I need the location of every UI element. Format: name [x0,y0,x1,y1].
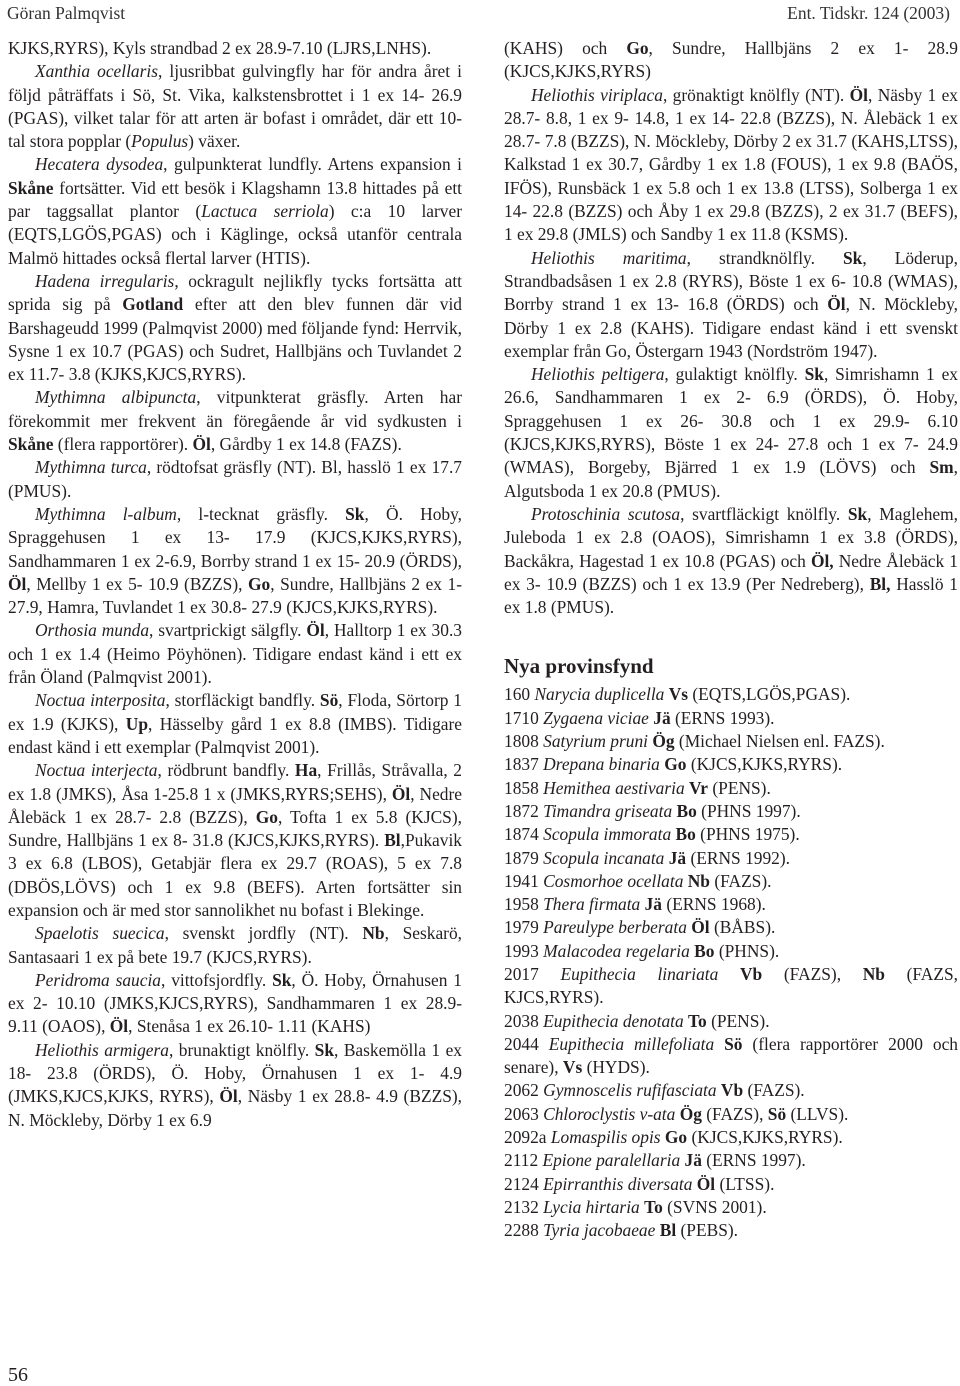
province-code: Sö [767,1103,787,1124]
species-name: Zygaena viciae [543,707,649,728]
species-name: Orthosia munda [35,620,150,641]
province-code: Nb [362,923,385,944]
text-run: (PEBS). [676,1220,738,1241]
species-paragraph [8,969,462,1039]
species-name: Eupithecia millefoliata [548,1033,715,1054]
text-run: , Algutsboda 1 ex 20.8 (PMUS). [504,457,958,501]
species-name: Hecatera dysodea [35,154,164,175]
text-run: , grönaktigt knölfly (NT). [662,84,850,105]
species-paragraph [8,60,462,153]
species-name: Epione paralellaria [542,1150,681,1171]
species-paragraph [8,619,462,689]
species-paragraph [8,503,462,619]
province-code: Öl [827,294,846,315]
province-record [504,707,958,730]
text-run: ,Pukavik 3 ex 6.8 (LBOS), Getabjär flera ex 29.7 (ROAS), 5 ex 7.8 (DBÖS,LÖVS) och 1 ex 9.8 (BEFS). Arten fortsätter sin expansion och är med stor sannolikhet nu bofast i Blekinge. [8,830,462,920]
province-code: Jä [668,847,687,868]
species-name: Hemithea aestivaria [543,777,685,798]
text-run: 1874 [504,824,544,845]
text-run: , Sundre, Hallbjäns 2 ex 1- 28.9 (KJCS,KJKS,RYRS) [504,38,958,82]
text-run: 1808 [504,731,544,752]
text-run: 2038 [504,1010,544,1031]
province-code: Go [664,754,687,775]
text-run: 1993 [504,940,544,961]
province-code: Ha [294,760,318,781]
text-run: 1710 [504,707,544,728]
text-run: (PENS). [708,777,771,798]
text-run: (LTSS). [715,1173,775,1194]
text-run: fortsätter. Vid ett besök i Klagshamn 13.8 hittades på ett par taggsallat plantor ( [8,177,462,222]
text-run: (HYDS). [582,1057,650,1078]
left-column [8,37,462,1132]
text-run: , Nedre Ålebäck 1 ex 28.7- 2.8 (BZZS), [8,783,462,827]
province-record [504,916,958,939]
province-code: Skåne [8,434,54,455]
text-run: (flera rapportörer). [53,434,193,455]
text-run: Nedre Ålebäck 1 ex 3- 10.9 (BZZS) och 1 ex 13.9 (Per Nedreberg), [504,550,958,594]
province-code: Sö [724,1033,743,1054]
province-code: Jä [644,894,662,915]
text-run: (FAZS, KJCS,RYRS). [504,963,958,1008]
province-code: Bl [659,1220,677,1241]
species-name: Timandra griseata [543,800,673,821]
text-run: 2092a [504,1127,551,1148]
province-record [504,753,958,776]
species-name: Lomaspilis opis [550,1127,661,1148]
species-name: Heliothis peltigera [531,364,665,385]
text-run: 2124 [504,1173,544,1194]
text-run: , svartprickigt sälgfly. [149,620,307,641]
province-code: Öl, [810,550,834,571]
running-header-journal: Ent. Tidskr. 124 (2003) [787,3,950,23]
text-run: , Floda, Sörtorp 1 ex 1.9 (KJKS), [8,690,463,734]
province-code: Sk [314,1039,335,1060]
text-run: (FAZS), [762,963,863,984]
text-run: (PHNS). [714,940,780,961]
text-run: , Halltorp 1 ex 30.3 och 1 ex 1.4 (Heimo Pöyhönen). Tidigare endast känd i ett ex från Öland (Palmqvist 2001). [8,620,462,688]
text-run: , rödbrunt bandfly. [157,760,295,781]
text-run: 2044 [504,1033,549,1054]
species-paragraph [504,37,958,84]
province-code: Jä [653,707,671,728]
province-record [504,893,958,916]
species-name: Thera firmata [543,894,641,915]
province-code: Go [248,573,271,594]
text-run: , Mellby 1 ex 5- 10.9 (BZZS), [26,573,248,594]
province-code: Öl [691,917,710,938]
province-code: Sö [319,690,339,711]
text-run: (KJCS,KJKS,RYRS). [687,1127,843,1148]
species-name: Hadena irregularis [35,270,175,291]
species-name: Mythimna l-album [35,503,177,524]
text-run: , svartfläckigt knölfly. [680,503,848,524]
text-run: 1941 [504,870,544,891]
species-name: Lycia hirtaria [543,1196,640,1217]
species-name: Spaelotis suecica [35,923,165,944]
text-run: 1837 [504,754,544,775]
text-run: , N. Möckleby, Dörby 1 ex 2.8 (KAHS). Tidigare endast känd i ett svenskt exemplar från Go, Östergarn 1943 (Nordström 1947). [504,294,958,361]
province-record [504,730,958,753]
text-run: , ockragult nejlikfly tycks fortsätta att sprida sig på [8,270,462,315]
species-name: Drepana binaria [543,754,660,775]
text-run [718,964,740,984]
text-run: (Michael Nielsen enl. FAZS). [674,731,885,752]
province-code: Gotland [122,294,184,315]
species-paragraph [8,386,462,456]
species-name: Noctua interjecta [35,760,158,781]
province-record [504,777,958,800]
province-code: Ög [679,1103,702,1124]
text-run: 2062 [504,1080,544,1101]
text-run: (PENS). [706,1010,770,1031]
text-run: ) c:a 10 larver (EQTS,LGÖS,PGAS) och i Käglinge, också utanför centrala Malmö hittades också flertal larver (HTIS). [8,201,462,268]
province-record [504,847,958,870]
province-code: To [688,1010,707,1031]
text-run: , vittofsjordfly. [160,969,273,990]
province-record [504,870,958,893]
province-record [504,1010,958,1033]
province-code: Bo [675,824,696,845]
province-code: Skåne [8,177,54,198]
text-run: , Löderup, Strandbadsåsen 1 ex 2.8 (RYRS), Böste 1 ex 6- 10.8 (WMAS), Borrby strand 1 ex 13- 16.8 (ÖRDS) och [504,247,959,315]
province-record [504,1033,958,1080]
species-name: Tyria jacobaeae [543,1220,656,1241]
province-code: Bo [694,940,715,961]
province-code: Vs [562,1057,583,1078]
province-records-list [504,683,958,1242]
species-paragraph [504,363,958,503]
province-record [504,1103,958,1126]
province-code: Sm [929,457,954,478]
text-run: , svenskt jordfly (NT). [164,923,363,944]
species-name: Scopula immorata [543,824,672,845]
province-record [504,1079,958,1102]
text-run: , Näsby 1 ex 28.8- 4.9 (BZZS), N. Möckleby, Dörby 1 ex 6.9 [8,1086,463,1130]
species-paragraph [504,503,958,619]
text-run: (ERNS 1993). [670,707,775,728]
text-run: (KAHS) och [504,38,627,58]
species-name: Malacodea regelaria [543,940,690,961]
species-name: Peridroma saucia [35,969,161,990]
text-run: (EQTS,LGÖS,PGAS). [688,684,851,705]
province-code: Nb [687,870,710,891]
text-run: , Ö. Hoby, Spraggehusen 1 ex 13- 17.9 (KJCS,KJKS,RYRS), Sandhammaren 1 ex 2-6.9, Borrby strand 1 ex 15- 20.9 (ÖRDS), [8,503,463,571]
province-code: Öl [696,1173,716,1194]
species-name: Epirranthis diversata [543,1173,693,1194]
text-run: , Baskemölla 1 ex 18- 23.8 (ÖRDS), Ö. Hoby, Örnahusen 1 ex 1- 4.9 (JMKS,KJCS,KJKS, RYRS), [8,1039,462,1107]
text-run: 1872 [504,800,544,821]
section-heading: Nya provinsfynd [504,654,654,679]
text-run: , Seskarö, Santasaari 1 ex på bete 19.7 (KJCS,RYRS). [8,923,463,967]
text-run: efter att den blev funnen där vid Barshageudd 1999 (Palmqvist 2000) med följande fynd: Herrvik, Sysne 1 ex 10.7 (PGAS) och Sudret, Hallbjäns och Tuvlandet 2 ex 11.7- 3.8 (KJKS,KJCS,RYRS). [8,294,462,385]
text-run: , vitpunkterat gräsfly. Arten har förekommit mer frekvent än föregående år vid sydkusten i [8,387,463,431]
text-run: , Hässelby gård 1 ex 8.8 (IMBS). Tidigare endast känd i ett exemplar (Palmqvist 2001). [8,713,462,757]
text-run: (flera rapportörer 2000 och senare), [504,1033,958,1078]
species-paragraph [504,247,958,363]
text-run: (ERNS 1968). [662,894,766,915]
species-name: Mythimna turca [35,457,147,478]
text-run: , Gårdby 1 ex 14.8 (FAZS). [210,434,402,455]
species-paragraph [8,759,462,922]
text-run: , Stenåsa 1 ex 26.10- 1.11 (KAHS) [128,1016,371,1037]
species-paragraph [8,456,462,503]
text-run: Hasslö 1 ex 1.8 (PMUS). [504,573,959,618]
species-name: Satyrium pruni [543,731,648,752]
page-number: 56 [8,1364,28,1386]
species-name: Pareulype berberata [543,917,687,938]
text-run: 2112 [504,1150,543,1171]
text-run: (PHNS 1997). [696,800,801,821]
province-code: Sk [847,503,868,524]
province-code: Öl [306,620,325,641]
text-run: , strandknölfly. [686,247,843,268]
species-name: Chloroclystis v-ata [543,1103,676,1124]
province-code: Öl [849,84,868,105]
species-paragraph [8,689,462,759]
text-run: (PHNS 1975). [695,824,800,845]
text-run: 1979 [504,917,544,938]
province-record [504,1196,958,1219]
text-run: 160 [504,684,535,705]
right-column [504,37,958,1243]
species-name: Lactuca serriola [201,201,329,222]
species-name: Narycia duplicella [534,684,665,705]
text-run: (ERNS 1997). [701,1150,806,1171]
text-run: , Frillås, Stråvalla, 2 ex 1.8 (JMKS), Åsa 1-25.8 1 x (JMKS,RYRS;SEHS), [8,760,462,804]
text-run: , Ö. Hoby, Örnahusen 1 ex 2- 10.10 (JMKS,KJCS,RYRS), Sandhammaren 1 ex 28.9- 9.11 (OAOS), [8,969,462,1037]
right-column-paragraphs [504,37,958,619]
species-name: Mythimna albipuncta [35,387,197,408]
province-code: Öl [391,783,411,804]
text-run: , Näsby 1 ex 28.7- 8.8, 1 ex 9- 14.8, 1 ex 14- 22.8 (BZZS), N. Ålebäck 1 ex 28.7- 7.8 (BZZS), N. Möckleby, Dörby 2 ex 31.7 (KAHS,LTSS), Kalkstad 1 ex 30.7, Gårdby 1 ex 1.8 (FOUS), 1 ex 9.8 (BAÖS, IFÖS), Runsbäck 1 ex 5.8 och 1 ex 13.8 (LTSS), Solberga 1 ex 14- 22.8 (BZZS) och Åby 1 ex 29.8 (BZZS), 2 ex 31.7 (BEFS), 1 ex 29.8 (JMLS) och Sandby 1 ex 11.8 (KSMS). [504,84,959,245]
species-paragraph [8,922,462,969]
text-run: (SVNS 2001). [662,1196,767,1217]
province-code: Bo [676,800,697,821]
species-name: Noctua interposita [35,690,166,711]
text-run: (LLVS). [786,1103,849,1124]
text-run: , ljusribbat gulvingfly har för andra året i följd påträffats i Sö, St. Vika, kalkstensbrottet i 1 ex 14- 26.9 (PGAS), vilket talar för att arten är bofast i området, där ett 10- tal stora popplar ( [8,61,462,152]
text-run: , Maglehem, Juleboda 1 ex 2.8 (OAOS), Simrishamn 1 ex 3.8 (ÖRDS), Backåkra, Hagestad 1 ex 10.8 (PGAS) och [504,503,958,571]
province-code: Nb [862,963,885,984]
province-code: Vb [720,1080,744,1101]
species-name: Populus [131,131,189,152]
province-record [504,963,958,1010]
text-run: (ERNS 1992). [686,847,790,868]
province-record [504,1149,958,1172]
province-code: Go [664,1127,688,1148]
species-paragraph [8,270,462,386]
text-run: (FAZS). [743,1080,805,1101]
province-record [504,1219,958,1242]
text-run: , gulpunkterat lundfly. Artens expansion i [163,154,462,175]
province-code: Öl [192,434,211,455]
province-code: Öl [109,1016,129,1037]
text-run: , rödtofsat gräsfly (NT). Bl, hasslö 1 ex 17.7 (PMUS). [8,457,462,501]
species-name: Eupithecia denotata [543,1010,684,1031]
province-code: Go [255,806,278,827]
text-run: , storfläckigt bandfly. [165,690,320,711]
province-code: Vr [689,777,709,798]
running-header-author: Göran Palmqvist [7,3,126,23]
province-code: Öl [219,1086,238,1107]
province-code: Öl [8,573,27,594]
text-run: , l-tecknat gräsfly. [176,503,346,524]
province-code: Up [125,713,149,734]
province-record [504,823,958,846]
text-run: 2017 [504,963,561,984]
species-paragraph [8,153,462,269]
province-code: Vb [740,963,763,984]
province-code: Bl [384,830,401,851]
text-run: (FAZS), [701,1103,768,1124]
species-paragraph [8,37,462,60]
province-record [504,800,958,823]
species-name: Heliothis viriplaca [531,84,663,105]
province-code: Sk [272,969,292,990]
text-run: , gulaktigt knölfly. [664,364,805,385]
species-name: Eupithecia linariata [560,963,719,984]
province-code: To [644,1196,663,1217]
text-run [714,1034,724,1054]
text-run: (BÅBS). [709,917,776,938]
species-name: Protoschinia scutosa [531,503,681,524]
text-run: 1879 [504,847,544,868]
text-run: 1858 [504,777,544,798]
species-name: Cosmorhoe ocellata [543,870,684,891]
species-paragraph [8,1039,462,1132]
province-record [504,1126,958,1149]
text-run: (KJCS,KJKS,RYRS). [686,754,843,775]
species-name: Heliothis armigera [35,1039,169,1060]
province-code: Sk [843,247,863,268]
text-run: (FAZS). [709,870,772,891]
province-code: Sk [804,364,824,385]
province-code: Go [626,38,649,58]
text-run: 2132 [504,1196,544,1217]
province-code: Jä [684,1150,702,1171]
text-run: 2063 [504,1103,544,1124]
species-name: Xanthia ocellaris [35,61,158,82]
species-name: Heliothis maritima [531,247,687,268]
province-code: Sk [345,503,365,524]
province-record [504,1173,958,1196]
province-record [504,683,958,706]
species-name: Gymnoscelis rufifasciata [543,1080,717,1101]
text-run: ) växer. [188,131,241,152]
text-run: 2288 [504,1220,544,1241]
text-run: , brunaktigt knölfly. [168,1039,315,1060]
province-record [504,940,958,963]
province-code: Ög [652,731,675,752]
text-run: KJKS,RYRS), Kyls strandbad 2 ex 28.9-7.10 (LJRS,LNHS). [8,38,432,58]
province-code: Vs [668,684,689,705]
species-paragraph [504,84,958,247]
text-run: , Tofta 1 ex 5.8 (KJCS), Sundre, Hallbjäns 1 ex 8- 31.8 (KJCS,KJKS,RYRS). [8,806,462,851]
text-run: , Sundre, Hallbjäns 2 ex 1- 27.9, Hamra, Tuvlandet 1 ex 30.8- 27.9 (KJCS,KJKS,RYRS). [8,573,462,618]
province-code: Bl, [869,573,891,594]
species-name: Scopula incanata [543,847,665,868]
text-run: 1958 [504,894,544,915]
text-run: , Simrishamn 1 ex 26.6, Sandhammaren 1 ex 2- 6.9 (ÖRDS), Ö. Hoby, Spraggehusen 1 ex 26- 30.8 och 1 ex 29.9- 6.10 (KJCS,KJKS,RYRS), Böste 1 ex 24- 27.8 och 1 ex 7- 24.9 (WMAS), Borgeby, Bjärred 1 ex 1.9 (LÖVS) och [504,364,959,478]
